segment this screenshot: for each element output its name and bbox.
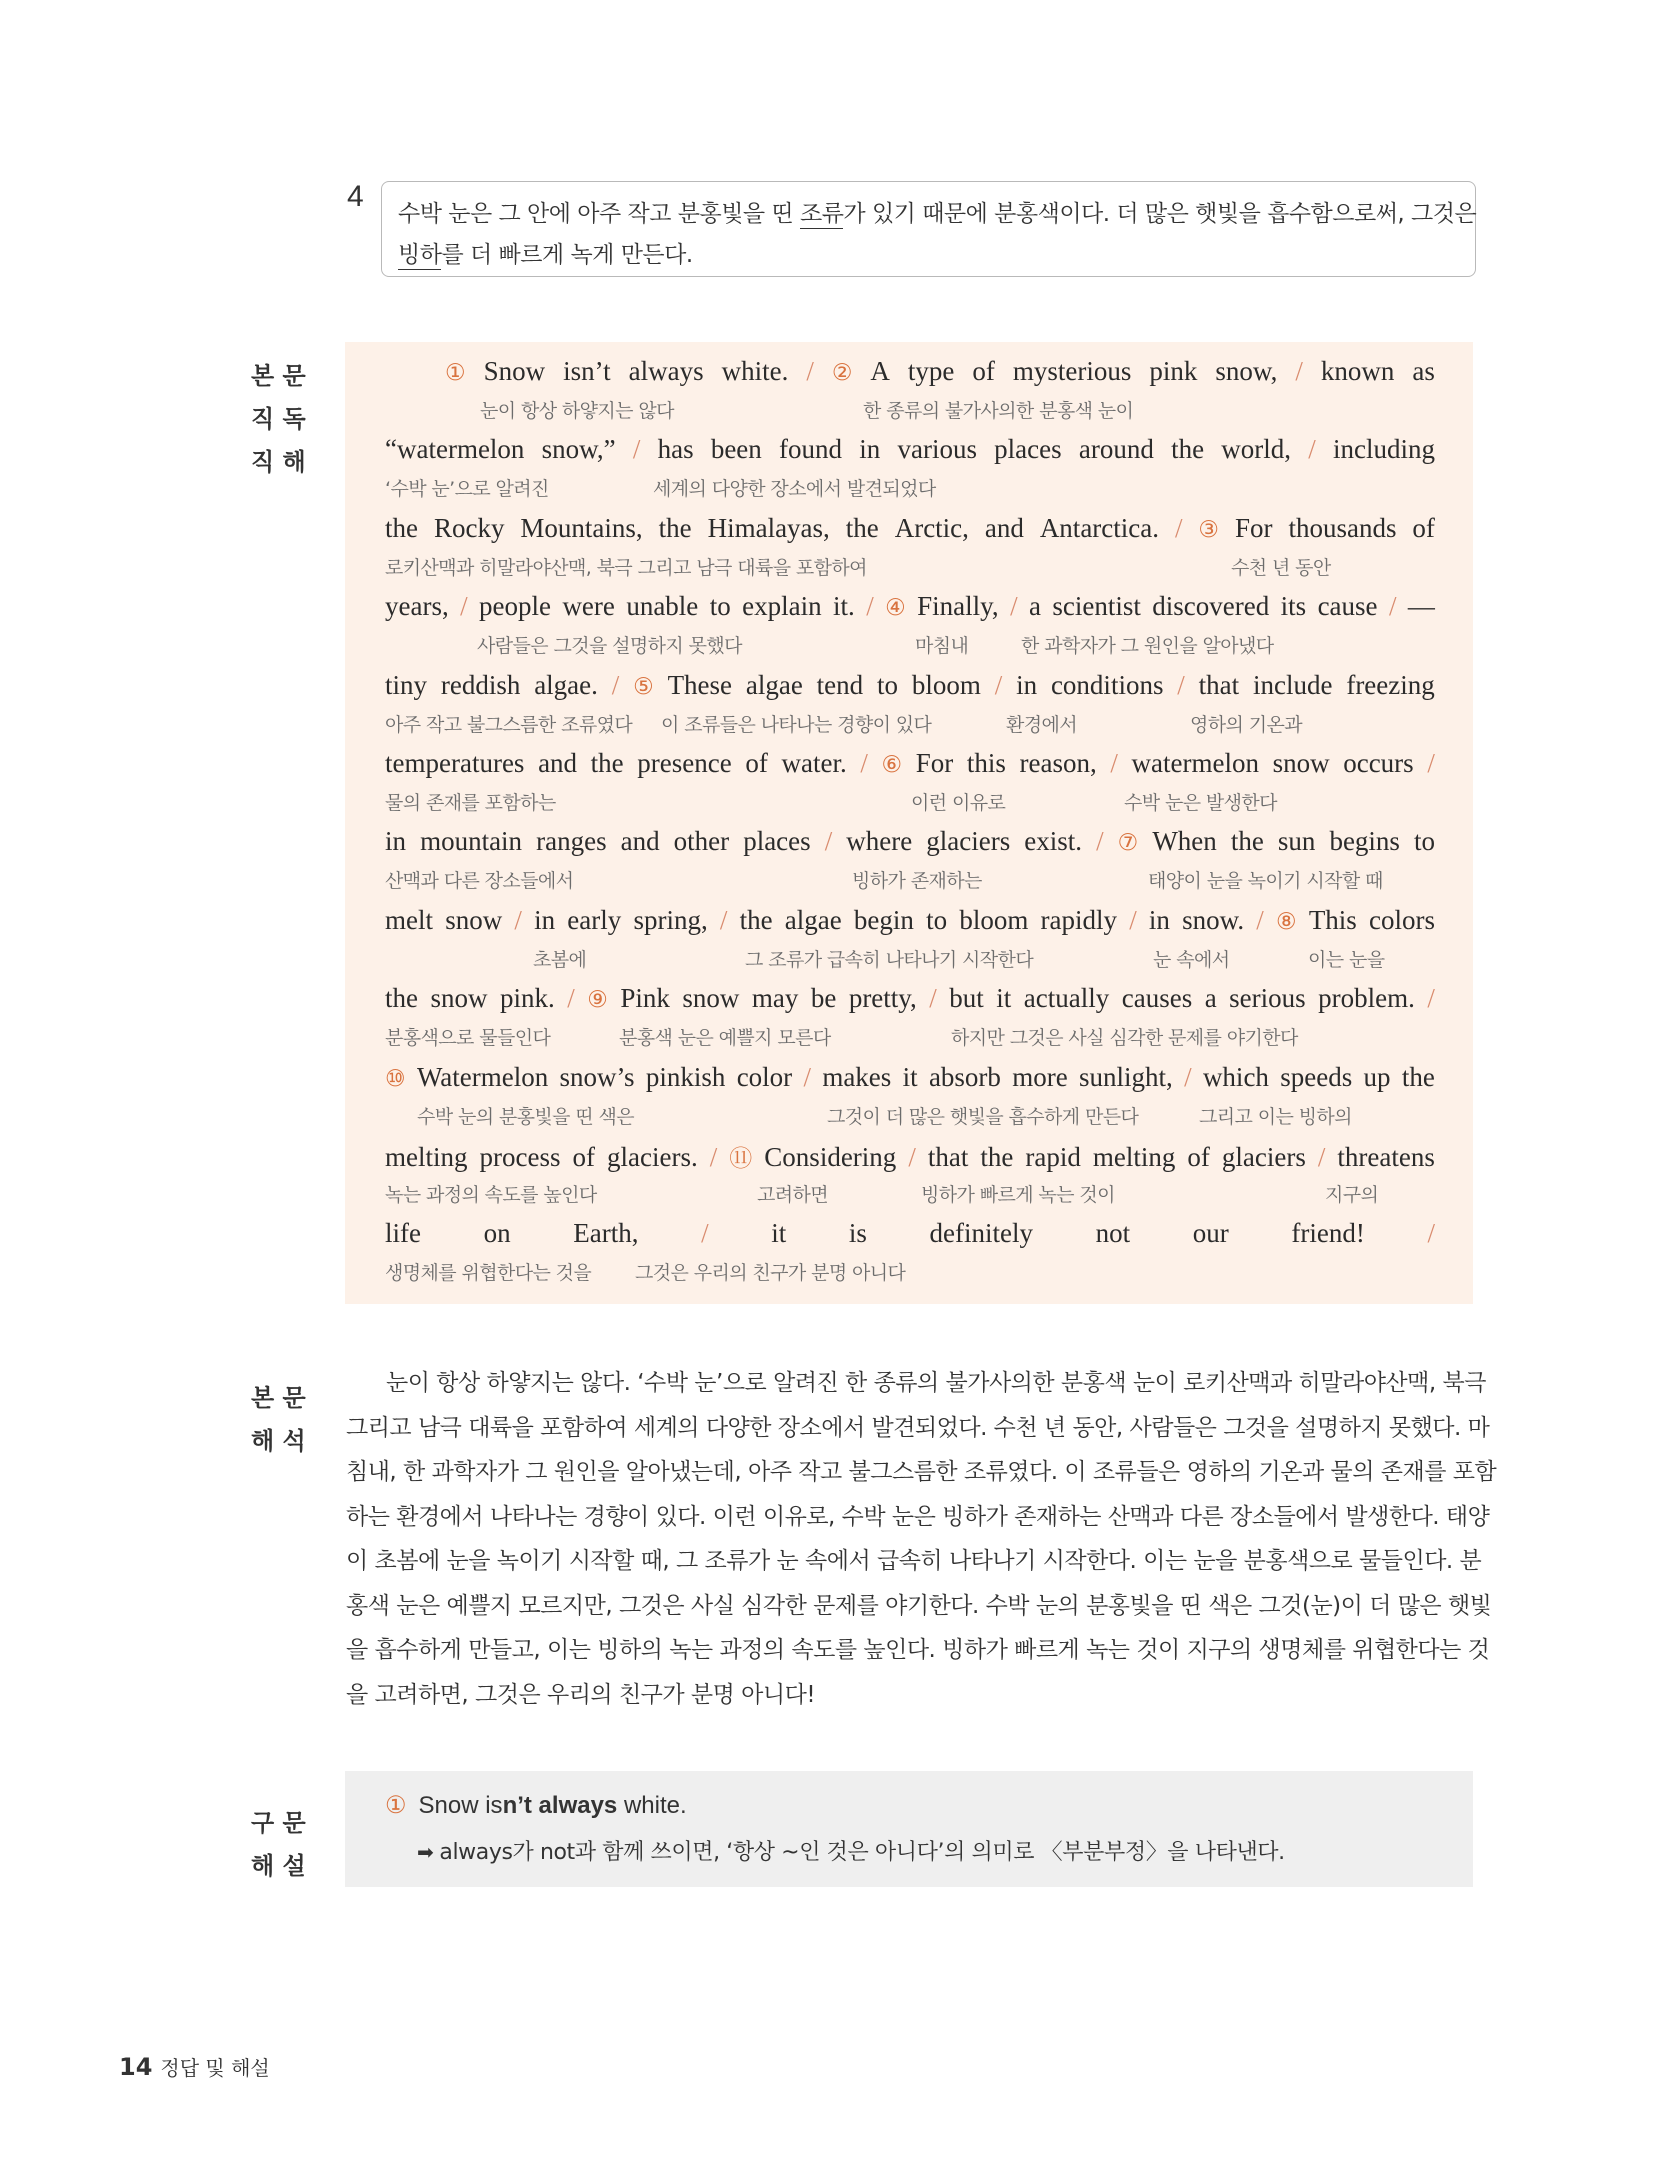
reading-word: Mountains,: [520, 512, 643, 543]
reading-word: people: [479, 591, 552, 622]
reading-word: were: [562, 591, 615, 622]
reading-word: world,: [1221, 434, 1292, 465]
translation-line: 이 초봄에 눈을 녹이기 시작할 때, 그 조류가 눈 속에서 급속히 나타나기 시작한다. 이는 눈을 분홍색으로 물들인다. 분: [346, 1548, 1482, 1574]
reading-word: Arctic,: [894, 512, 969, 543]
reading-word: temperatures: [385, 748, 525, 778]
chunk-slash: /: [1388, 591, 1397, 622]
reading-word: Considering: [764, 1142, 897, 1172]
reading-word: Finally,: [917, 591, 999, 622]
reading-word: found: [779, 434, 843, 465]
chunk-slash: /: [719, 904, 728, 935]
chunk-slash: /: [908, 1142, 916, 1172]
chunk-slash: /: [1110, 748, 1118, 778]
chunk-slash: /: [824, 826, 833, 857]
reading-word: begin: [853, 904, 914, 935]
reading-word: melt: [385, 904, 433, 935]
translation-paragraph: [346, 1361, 1497, 1717]
reading-word: it.: [833, 591, 855, 622]
reading-word: sunlight,: [1079, 1061, 1173, 1092]
reading-word: the: [1230, 826, 1264, 857]
korean-gloss: 초봄에: [533, 948, 587, 971]
circled-number: ①: [385, 1792, 407, 1819]
reading-line: [385, 434, 1435, 474]
reading-word: its: [1280, 591, 1307, 622]
chunk-slash: /: [514, 904, 522, 935]
reading-word: of: [972, 356, 995, 386]
reading-word: scientist: [1052, 591, 1141, 622]
reading-word: the: [385, 983, 418, 1014]
reading-word: water.: [781, 748, 847, 778]
korean-gloss: 수박 눈의 분홍빛을 띤 색은: [417, 1105, 635, 1128]
chunk-slash: /: [866, 591, 874, 622]
reading-word: include: [1253, 669, 1333, 700]
reading-word: the: [739, 904, 773, 935]
korean-gloss: 생명체를 위협한다는 것을: [385, 1262, 592, 1285]
underlined-word: 빙하: [398, 242, 442, 268]
chunk-slash: /: [632, 434, 641, 465]
reading-word: isn’t: [563, 356, 611, 386]
reading-line: [385, 905, 1435, 945]
reading-word: is: [848, 1218, 867, 1249]
chunk-slash: /: [1256, 904, 1264, 935]
footer-title: 정답 및 해설: [160, 2056, 270, 2080]
reading-word: it: [902, 1061, 918, 1092]
reading-word: our: [1192, 1218, 1229, 1249]
reading-word: presence: [637, 748, 732, 778]
korean-gloss: 환경에서: [1006, 713, 1078, 736]
reading-line: [385, 826, 1435, 866]
label-grammar: [251, 1802, 315, 1888]
sentence-text: white.: [617, 1792, 687, 1819]
reading-word: glaciers: [1221, 1142, 1306, 1172]
reading-word: and: [538, 748, 578, 778]
chunk-slash: /: [1295, 356, 1303, 386]
sentence-number: ③: [1198, 516, 1220, 543]
reading-word: of: [745, 748, 768, 778]
reading-word: the: [980, 1142, 1014, 1172]
reading-word: the: [590, 748, 624, 778]
reading-line: [445, 356, 1435, 396]
korean-gloss: 수박 눈은 발생한다: [1124, 792, 1277, 814]
chunk-slash: /: [1184, 1061, 1192, 1092]
reading-word: in: [859, 434, 881, 465]
reading-word: reason,: [1019, 748, 1097, 778]
reading-word: For: [915, 748, 954, 778]
reading-word: as: [1412, 356, 1435, 386]
reading-word: color: [736, 1061, 793, 1092]
reading-word: thousands: [1288, 512, 1397, 543]
korean-gloss: 지구의: [1325, 1184, 1379, 1206]
reading-word: actually: [1023, 983, 1110, 1014]
reading-word: makes: [822, 1061, 892, 1092]
reading-word: not: [1095, 1218, 1131, 1249]
reading-word: been: [710, 434, 762, 465]
reading-word: snow,: [1215, 356, 1278, 386]
korean-gloss: 이는 눈을: [1308, 948, 1385, 971]
reading-word: but: [949, 983, 984, 1014]
reading-word: of: [572, 1142, 596, 1172]
reading-word: exist.: [1024, 826, 1083, 857]
grammar-box: [345, 1771, 1473, 1887]
korean-gloss: 분홍색 눈은 예쁠지 모른다: [619, 1027, 831, 1050]
reading-word: Rocky: [433, 512, 505, 543]
label-row: 직 독: [251, 405, 306, 433]
reading-word: speeds: [1280, 1061, 1353, 1092]
reading-word: it: [771, 1218, 787, 1249]
korean-gloss: 한 과학자가 그 원인을 알아냈다: [1021, 635, 1274, 658]
reading-word: the: [1401, 1061, 1435, 1092]
reading-word: watermelon: [1131, 748, 1259, 778]
reading-word: up: [1363, 1061, 1391, 1092]
reading-word: snow: [430, 983, 488, 1014]
reading-line: [385, 670, 1435, 710]
reading-word: various: [897, 434, 977, 465]
translation-line: 홍색 눈은 예쁠지 모르지만, 그것은 사실 심각한 문제를 야기한다. 수박 눈의 분홍빛을 띤 색은 그것(눈)이 더 많은 햇빛: [346, 1592, 1492, 1619]
chunk-slash: /: [1427, 1218, 1435, 1249]
reading-word: Antarctica.: [1039, 512, 1159, 543]
korean-gloss: 그 조류가 급속히 나타나기 시작한다: [745, 948, 1034, 971]
sentence-number: ⑩: [385, 1065, 406, 1092]
reading-word: freezing: [1346, 669, 1435, 700]
answer-text: 를 더 빠르게 녹게 만든다.: [441, 242, 693, 268]
korean-gloss: 마침내: [915, 635, 969, 658]
chunk-slash: /: [806, 356, 814, 386]
reading-word: pretty,: [848, 983, 917, 1014]
sentence-text: Snow is: [418, 1792, 503, 1819]
chunk-slash: /: [803, 1061, 811, 1092]
translation-line: 을 흡수하게 만들고, 이는 빙하의 녹는 과정의 속도를 높인다. 빙하가 빠르게 녹는 것이 지구의 생명체를 위협한다는 것: [346, 1637, 1490, 1663]
sentence-number: ⑦: [1117, 830, 1139, 857]
reading-word: causes: [1121, 983, 1193, 1014]
korean-gloss: 로키산맥과 히말라야산맥, 북극 그리고 남극 대륙을 포함하여: [385, 556, 867, 579]
reading-word: in: [534, 904, 556, 935]
translation-line: 침내, 한 과학자가 그 원인을 알아냈는데, 아주 작고 불그스름한 조류였다. 이 조류들은 영하의 기온과 물의 존재를 포함: [346, 1459, 1497, 1485]
reading-word: occurs: [1343, 748, 1414, 778]
korean-gloss: 하지만 그것은 사실 심각한 문제를 야기한다: [951, 1027, 1298, 1050]
chunk-slash: /: [1308, 434, 1316, 465]
korean-gloss: ‘수박 눈’으로 알려진: [385, 478, 549, 501]
korean-gloss: 그리고 이는 빙하의: [1199, 1105, 1352, 1128]
reading-word: absorb: [928, 1061, 1001, 1092]
reading-word: tend: [816, 669, 864, 700]
reading-word: mysterious: [1012, 356, 1132, 386]
chunk-slash: /: [1427, 983, 1435, 1014]
reading-word: in: [385, 826, 407, 857]
chunk-slash: /: [611, 669, 620, 700]
answer-text: 가 있기 때문에 분홍색이다. 더 많은 햇빛을 흡수함으로써, 그것은: [843, 201, 1477, 227]
reading-word: snow: [682, 983, 740, 1014]
reading-word: explain: [742, 591, 822, 622]
reading-word: Pink: [620, 983, 670, 1014]
reading-word: the: [1171, 434, 1205, 465]
reading-word: snow’s: [559, 1061, 635, 1092]
reading-word: melting: [385, 1142, 468, 1172]
translation-line: 을 고려하면, 그것은 우리의 친구가 분명 아니다!: [346, 1681, 816, 1708]
sentence-number: ⑪: [729, 1146, 753, 1172]
korean-gloss: 눈 속에서: [1153, 948, 1230, 971]
reading-word: bloom: [959, 904, 1029, 935]
reading-word: it: [996, 983, 1012, 1014]
reading-word: Earth,: [573, 1218, 639, 1249]
label-reading: [251, 355, 315, 484]
reading-word: more: [1012, 1061, 1068, 1092]
reading-word: cause: [1317, 591, 1378, 622]
reading-word: process: [479, 1142, 561, 1172]
sentence-number: ④: [885, 595, 906, 622]
reading-word: threatens: [1337, 1142, 1435, 1172]
chunk-slash: /: [567, 983, 575, 1014]
reading-word: ranges: [536, 826, 607, 857]
sentence-number: ⑧: [1276, 908, 1297, 935]
reading-word: colors: [1369, 904, 1435, 935]
grammar-note: [417, 1835, 1285, 1866]
chunk-slash: /: [1010, 591, 1018, 622]
reading-line: [385, 1218, 1435, 1258]
reading-word: where: [846, 826, 913, 857]
reading-word: pink.: [499, 983, 555, 1014]
chunk-slash: /: [1096, 826, 1104, 857]
reading-word: the: [658, 512, 692, 543]
reading-word: to: [1413, 826, 1435, 857]
reading-word: serious: [1229, 983, 1306, 1014]
reading-word: spring,: [633, 904, 708, 935]
reading-word: to: [926, 904, 948, 935]
reading-word: algae: [784, 904, 842, 935]
reading-line: [385, 748, 1435, 788]
reading-word: has: [657, 434, 694, 465]
korean-gloss: 그것은 우리의 친구가 분명 아니다: [635, 1262, 906, 1285]
label-translation: [251, 1377, 315, 1463]
label-row: 본 문: [251, 362, 306, 390]
reading-word: algae: [745, 669, 803, 700]
korean-gloss: 물의 존재를 포함하는: [385, 792, 556, 814]
translation-line: 그리고 남극 대륙을 포함하여 세계의 다양한 장소에서 발견되었다. 수천 년 동안, 사람들은 그것을 설명하지 못했다. 마: [346, 1414, 1490, 1441]
korean-gloss: 한 종류의 불가사의한 분홍색 눈이: [863, 400, 1134, 422]
reading-word: A: [870, 356, 890, 386]
reading-word: snow.: [1182, 904, 1245, 935]
answer-line-1: [398, 194, 1477, 235]
korean-gloss: 영하의 기온과: [1190, 713, 1302, 736]
reading-word: problem.: [1318, 983, 1415, 1014]
reading-panel: [345, 342, 1473, 1304]
reading-word: to: [709, 591, 731, 622]
reading-word: known: [1320, 356, 1395, 386]
reading-word: algae.: [534, 669, 598, 700]
reading-word: and: [620, 826, 660, 857]
answer-text: 수박 눈은 그 안에 아주 작고 분홍빛을 띤: [398, 201, 800, 227]
sentence-number: ②: [831, 360, 853, 386]
reading-word: —: [1407, 591, 1435, 622]
reading-word: life: [385, 1218, 421, 1249]
reading-word: melting: [1092, 1142, 1176, 1172]
korean-gloss: 태양이 눈을 녹이기 시작할 때: [1148, 870, 1383, 893]
reading-word: in: [1148, 904, 1170, 935]
reading-word: that: [927, 1142, 969, 1172]
reading-word: mountain: [420, 826, 523, 857]
reading-word: pink: [1149, 356, 1198, 386]
korean-gloss: 고려하면: [757, 1184, 829, 1206]
reading-word: places: [994, 434, 1062, 465]
chunk-slash: /: [1129, 904, 1137, 935]
label-row: 해 설: [251, 1852, 306, 1880]
reading-word: rapid: [1025, 1142, 1081, 1172]
reading-word: the: [845, 512, 879, 543]
reading-word: in: [1016, 669, 1038, 700]
sentence-number: ⑥: [881, 752, 903, 778]
reading-word: rapidly: [1040, 904, 1117, 935]
chunk-slash: /: [1177, 669, 1185, 700]
reading-word: glaciers: [926, 826, 1011, 857]
chunk-slash: /: [929, 983, 937, 1014]
reading-word: definitely: [929, 1218, 1033, 1249]
reading-line: [385, 983, 1435, 1023]
label-row: 본 문: [251, 1384, 306, 1412]
chunk-slash: /: [1174, 512, 1183, 543]
answer-box: [381, 181, 1476, 277]
translation-line: 눈이 항상 하얗지는 않다. ‘수박 눈’으로 알려진 한 종류의 불가사의한 분홍색 눈이 로키산맥과 히말라야산맥, 북극: [386, 1370, 1486, 1396]
reading-word: discovered: [1152, 591, 1270, 622]
korean-gloss: 눈이 항상 하얗지는 않다: [480, 400, 674, 422]
chunk-slash: /: [994, 669, 1003, 700]
reading-word: including: [1332, 434, 1435, 465]
reading-word: and: [984, 512, 1024, 543]
reading-word: always: [628, 356, 704, 386]
arrow-icon: ➡: [417, 1840, 434, 1864]
reading-word: on: [483, 1218, 511, 1249]
page-footer: [119, 2052, 270, 2081]
reading-word: tiny: [385, 669, 428, 700]
korean-gloss: 사람들은 그것을 설명하지 못했다: [477, 635, 742, 658]
korean-gloss: 이 조류들은 나타나는 경향이 있다: [661, 713, 932, 736]
answer-line-2: [398, 235, 1461, 276]
reading-line: [385, 591, 1435, 631]
reading-word: pinkish: [645, 1061, 726, 1092]
reading-word: Snow: [483, 356, 546, 386]
reading-word: snow,”: [541, 434, 616, 465]
chunk-slash: /: [860, 748, 868, 778]
reading-word: snow: [445, 904, 503, 935]
label-row: 해 석: [251, 1427, 306, 1455]
chunk-slash: /: [701, 1218, 709, 1249]
korean-gloss: 분홍색으로 물들인다: [385, 1027, 551, 1050]
chunk-slash: /: [1427, 748, 1435, 778]
reading-word: glaciers.: [607, 1142, 698, 1172]
reading-word: conditions: [1050, 669, 1164, 700]
reading-word: years,: [385, 591, 449, 622]
korean-gloss: 세계의 다양한 장소에서 발견되었다: [653, 478, 936, 501]
korean-gloss: 산맥과 다른 장소들에서: [385, 870, 574, 893]
page-number: 14: [119, 2053, 153, 2081]
korean-gloss: 녹는 과정의 속도를 높인다: [385, 1184, 597, 1206]
reading-word: early: [567, 904, 622, 935]
reading-word: Himalayas,: [707, 512, 830, 543]
reading-word: friend!: [1291, 1218, 1365, 1249]
bold-phrase: n’t always: [502, 1792, 618, 1819]
question-number: 4: [347, 180, 364, 213]
reading-word: the: [385, 512, 418, 543]
korean-gloss: 이런 이유로: [911, 792, 1006, 814]
reading-word: When: [1152, 826, 1217, 857]
reading-word: This: [1308, 904, 1357, 935]
reading-word: may: [751, 983, 799, 1014]
reading-word: bloom: [911, 669, 981, 700]
chunk-slash: /: [460, 591, 468, 622]
reading-word: These: [667, 669, 733, 700]
korean-gloss: 그것이 더 많은 햇빛을 흡수하게 만든다: [827, 1105, 1139, 1128]
translation-line: 하는 환경에서 나타나는 경향이 있다. 이런 이유로, 수박 눈은 빙하가 존재하는 산맥과 다른 장소들에서 발생한다. 태양: [346, 1503, 1490, 1530]
reading-line: [385, 513, 1435, 553]
reading-word: For: [1235, 512, 1273, 543]
reading-word: around: [1078, 434, 1154, 465]
reading-word: a: [1204, 983, 1217, 1014]
reading-word: be: [810, 983, 837, 1014]
grammar-sentence: [385, 1791, 687, 1820]
reading-word: sun: [1277, 826, 1316, 857]
chunk-slash: /: [1317, 1142, 1326, 1172]
korean-gloss: 아주 작고 불그스름한 조류였다: [385, 713, 633, 736]
reading-word: a: [1028, 591, 1041, 622]
chunk-slash: /: [709, 1142, 718, 1172]
korean-gloss: 빙하가 존재하는: [852, 870, 982, 893]
reading-word: begins: [1329, 826, 1400, 857]
sentence-number: ①: [445, 360, 466, 386]
reading-word: to: [877, 669, 899, 700]
reading-word: type: [907, 356, 955, 386]
label-row: 구 문: [251, 1809, 306, 1837]
korean-gloss: 수천 년 동안: [1231, 556, 1331, 579]
reading-word: unable: [626, 591, 699, 622]
underlined-word: 조류: [799, 201, 844, 227]
reading-line: [385, 1062, 1435, 1102]
note-text: always가 not과 함께 쓰이면, ‘항상 ~인 것은 아니다’의 의미로 〈부분부정〉을 나타낸다.: [439, 1840, 1285, 1865]
korean-gloss: 빙하가 빠르게 녹는 것이: [921, 1184, 1115, 1206]
sentence-number: ⑨: [587, 987, 608, 1014]
sentence-number: ⑤: [633, 673, 654, 700]
reading-word: white.: [721, 356, 789, 386]
reading-word: of: [1412, 512, 1435, 543]
reading-word: which: [1202, 1061, 1269, 1092]
reading-word: Watermelon: [416, 1061, 549, 1092]
reading-word: “watermelon: [385, 434, 525, 465]
reading-word: that: [1198, 669, 1240, 700]
reading-word: this: [966, 748, 1006, 778]
label-row: 직 해: [251, 448, 306, 476]
reading-word: of: [1187, 1142, 1210, 1172]
reading-word: other: [673, 826, 730, 857]
reading-word: snow: [1272, 748, 1330, 778]
reading-line: [385, 1140, 1435, 1180]
reading-word: places: [743, 826, 811, 857]
reading-word: reddish: [440, 669, 521, 700]
